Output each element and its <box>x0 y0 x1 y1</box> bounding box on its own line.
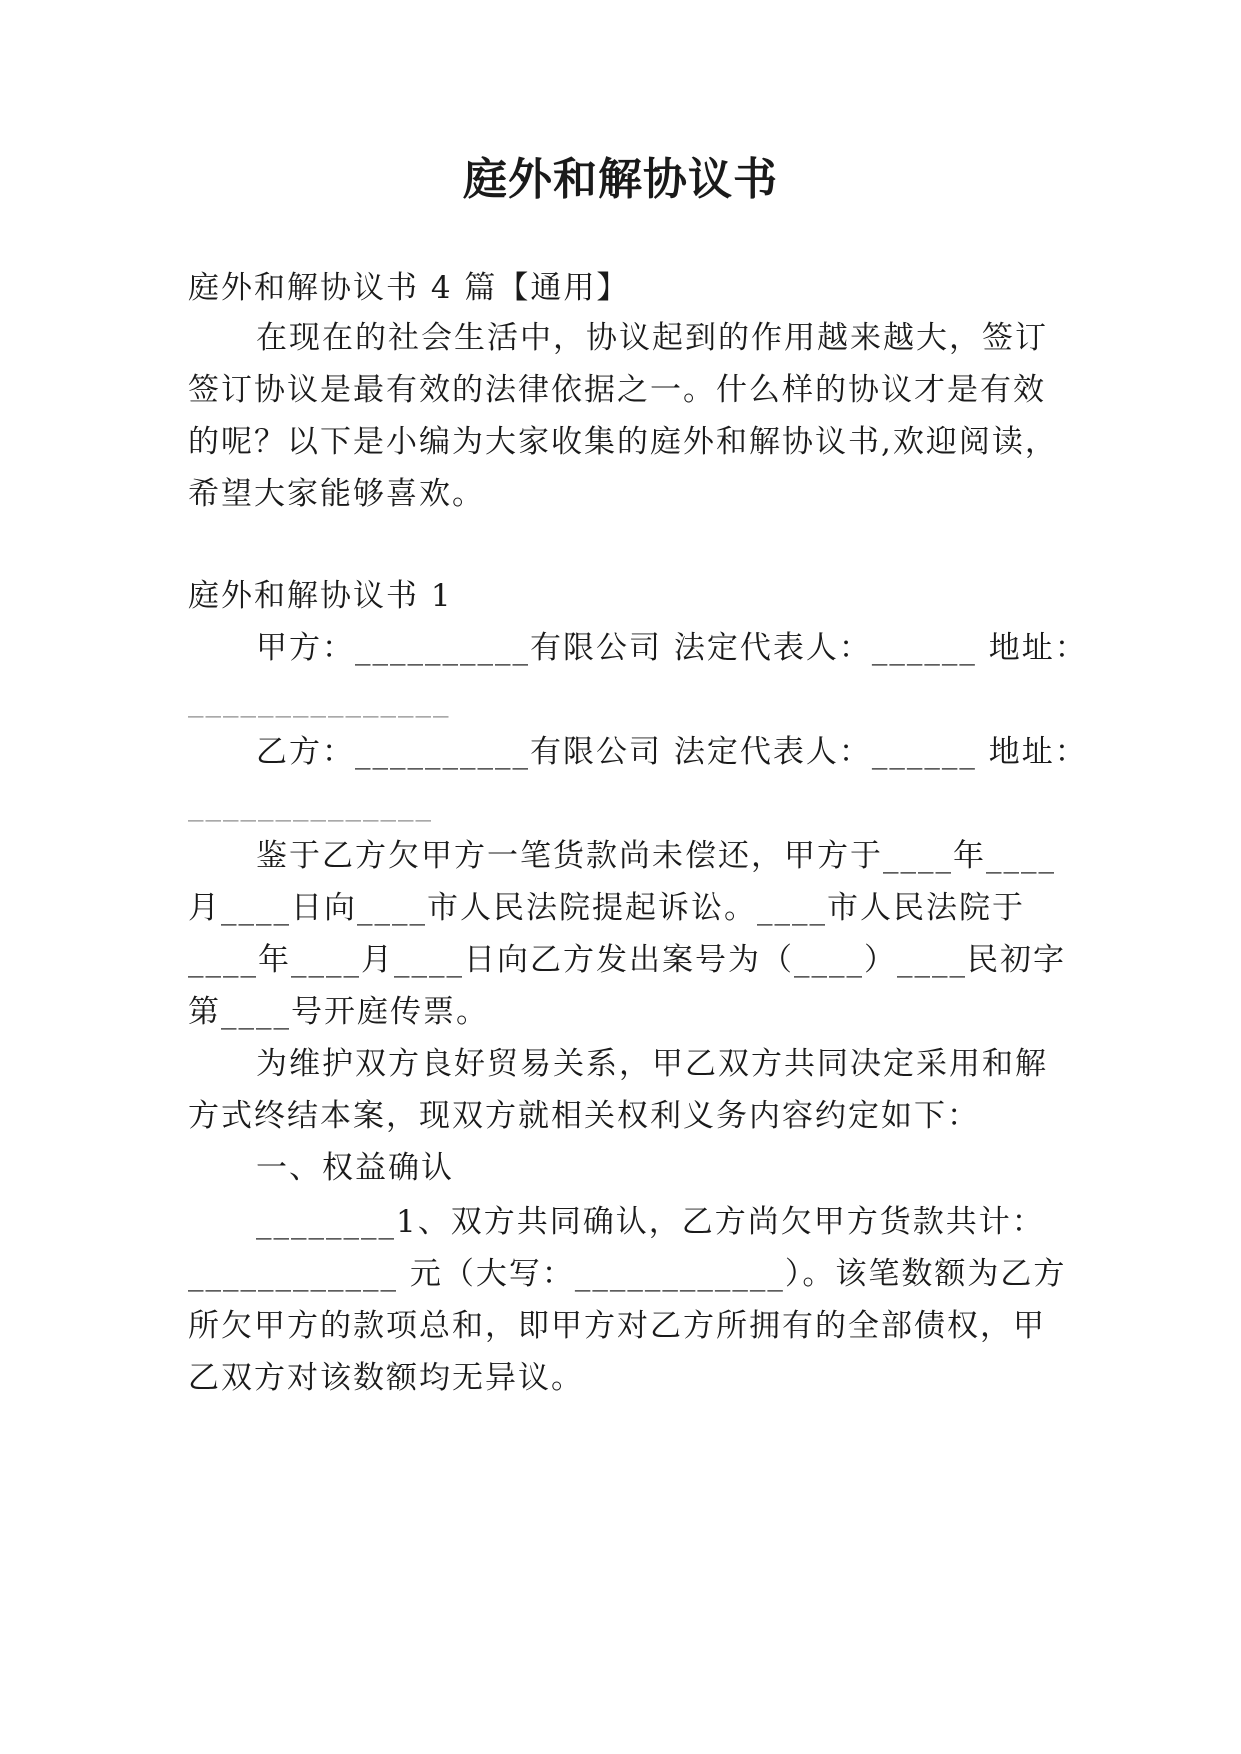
document-title: 庭外和解协议书 <box>463 154 778 205</box>
purpose-line: 为维护双方良好贸易关系，甲乙双方共同决定采用和解 <box>256 1046 1048 1082</box>
document-subtitle: 庭外和解协议书 4 篇【通用】 <box>188 270 630 306</box>
purpose-line: 方式终结本案，现双方就相关权利义务内容约定如下： <box>188 1098 980 1134</box>
intro-line: 签订协议是最有效的法律依据之一。什么样的协议才是有效 <box>188 372 1046 408</box>
party-a-line: 甲方：__________有限公司 法定代表人：______ 地址： <box>256 630 1088 666</box>
clause-line: ________1、双方共同确认，乙方尚欠甲方货款共计： <box>256 1204 1045 1240</box>
clause-line: 乙双方对该数额均无异议。 <box>188 1360 584 1396</box>
case-line: 鉴于乙方欠甲方一笔货款尚未偿还，甲方于____年____ <box>256 838 1056 874</box>
intro-line: 的呢？以下是小编为大家收集的庭外和解协议书,欢迎阅读， <box>188 424 1058 460</box>
case-line: ____年____月____日向乙方发出案号为（____）____民初字 <box>188 942 1066 978</box>
party-b-line: 乙方：__________有限公司 法定代表人：______ 地址： <box>256 734 1088 770</box>
intro-line: 在现在的社会生活中，协议起到的作用越来越大，签订 <box>256 320 1048 356</box>
clause-line: ____________ 元（大写：____________）。该笔数额为乙方 <box>188 1256 1067 1292</box>
clause-line: 所欠甲方的款项总和，即甲方对乙方所拥有的全部债权，甲 <box>188 1308 1046 1344</box>
section-heading: 庭外和解协议书 1 <box>188 578 453 614</box>
party-a-address-blank: _______________ <box>188 682 451 718</box>
clause-heading: 一、权益确认 <box>256 1150 454 1186</box>
intro-line: 希望大家能够喜欢。 <box>188 476 485 512</box>
case-line: 月____日向____市人民法院提起诉讼。____市人民法院于 <box>188 890 1025 926</box>
party-b-address-blank: ______________ <box>188 786 433 822</box>
case-line: 第____号开庭传票。 <box>188 994 489 1030</box>
